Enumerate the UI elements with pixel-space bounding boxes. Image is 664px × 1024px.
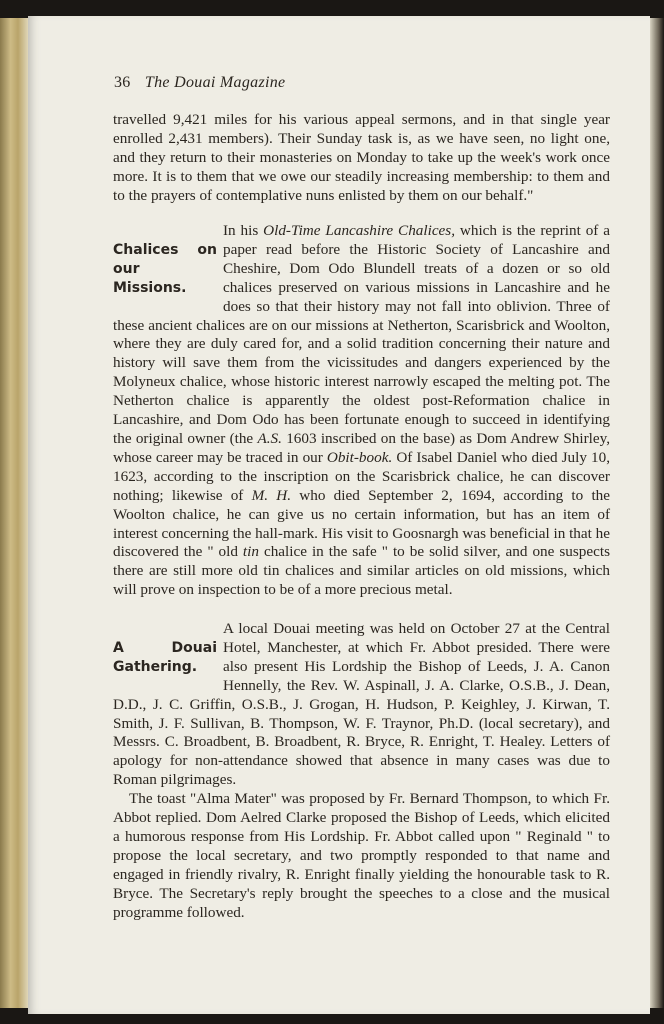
page-number: 36 bbox=[114, 74, 131, 91]
paragraph: A local Douai meeting was held on October 27 at the Central Hotel, Manchester, at which Fr. Abbot presided. There were also present His Lordship the Bishop of Leeds, J. A. Canon Hennelly, the Rev. W. Aspinall, J. A. Clarke, O.S.B., J. Dean, D.D., J. C. Griffin, O.S.B., J. Grogan, H. Hudson, P. Keighley, J. Kirwan, T. Smith, J. F. Sullivan, B. Thompson, W. F. Traynor, Ph.D. (local secretary), and Messrs. C. Broadbent, B. Broadbent, R. Bryce, R. Enright, T. Healey. Letters of apology for non-attendance showed that absence in many cases was due to Roman pilgrimages. bbox=[113, 620, 610, 789]
running-header bbox=[114, 74, 285, 92]
paragraph: travelled 9,421 miles for his various appeal sermons, and in that single year enrolled 2,431 members). Their Sunday task is, as we have seen, no light one, and they return to their monasteries on Monday to take up the week's work once more. It is to them that we owe our steadily increasing membership: to them and to the prayers of contemplative nuns enlisted by them on our behalf." bbox=[113, 111, 610, 204]
book-spine bbox=[0, 18, 30, 1008]
side-heading: Chalices on our Missions. bbox=[113, 242, 217, 296]
paragraph: In his Old-Time Lancashire Chalices, which is the reprint of a paper read before the Historic Society of Lancashire and Cheshire, Dom Odo Blundell treats of a dozen or so old chalices preserved on various missions in Lancashire and he does so that their history may not fall into oblivion. Three of these ancient chalices are on our missions at Netherton, Scarisbrick and Woolton, where they are duly cared for, and a solid tradition concerning their nature and history will save them from the vicissitudes and dangers experienced by the Molyneux chalice, whose historic interest narrowly escaped the melting pot. The Netherton chalice is apparently the oldest post-Reformation chalice in Lancashire, and Dom Odo has been fortunate enough to succeed in identifying the original owner (the A.S. 1603 inscribed on the base) as Dom Andrew Shirley, whose career may be traced in our Obit-book. Of Isabel Daniel who died July 10, 1623, according to the inscription on the Scarisbrick chalice, he can discover nothing; likewise of M. H. who died September 2, 1694, according to the Woolton chalice, he can give us no certain information, but has an item of interest concerning the hall-mark. His visit to Goosnargh was beneficial in that he discovered the " old tin chalice in the safe " to be solid silver, and one suspects there are still more old tin chalices and similar articles on old missions, which will prove on inspection to be of a more precious metal. bbox=[113, 222, 610, 599]
book-title: Old-Time Lancashire Chalices, bbox=[263, 222, 456, 239]
side-heading: A Douai Gathering. bbox=[113, 640, 217, 675]
section-gathering bbox=[113, 620, 610, 923]
section-chalices bbox=[113, 222, 610, 600]
page-edge bbox=[650, 18, 664, 1008]
magazine-title: The Douai Magazine bbox=[144, 74, 286, 91]
paragraph: The toast "Alma Mater" was proposed by Fr. Bernard Thompson, to which Fr. Abbot replied. Dom Aelred Clarke proposed the Bishop of Leeds, which elicited a humorous response from His Lordship. Fr. Abbot called upon " Reginald " to propose the local secretary, and two promptly responded to that name and engaged in friendly rivalry, R. Enright finally yielding the honourable task to R. Bryce. The Secretary's reply brought the speeches to a close and the musical programme followed. bbox=[113, 790, 610, 921]
continued-paragraph bbox=[113, 111, 610, 206]
